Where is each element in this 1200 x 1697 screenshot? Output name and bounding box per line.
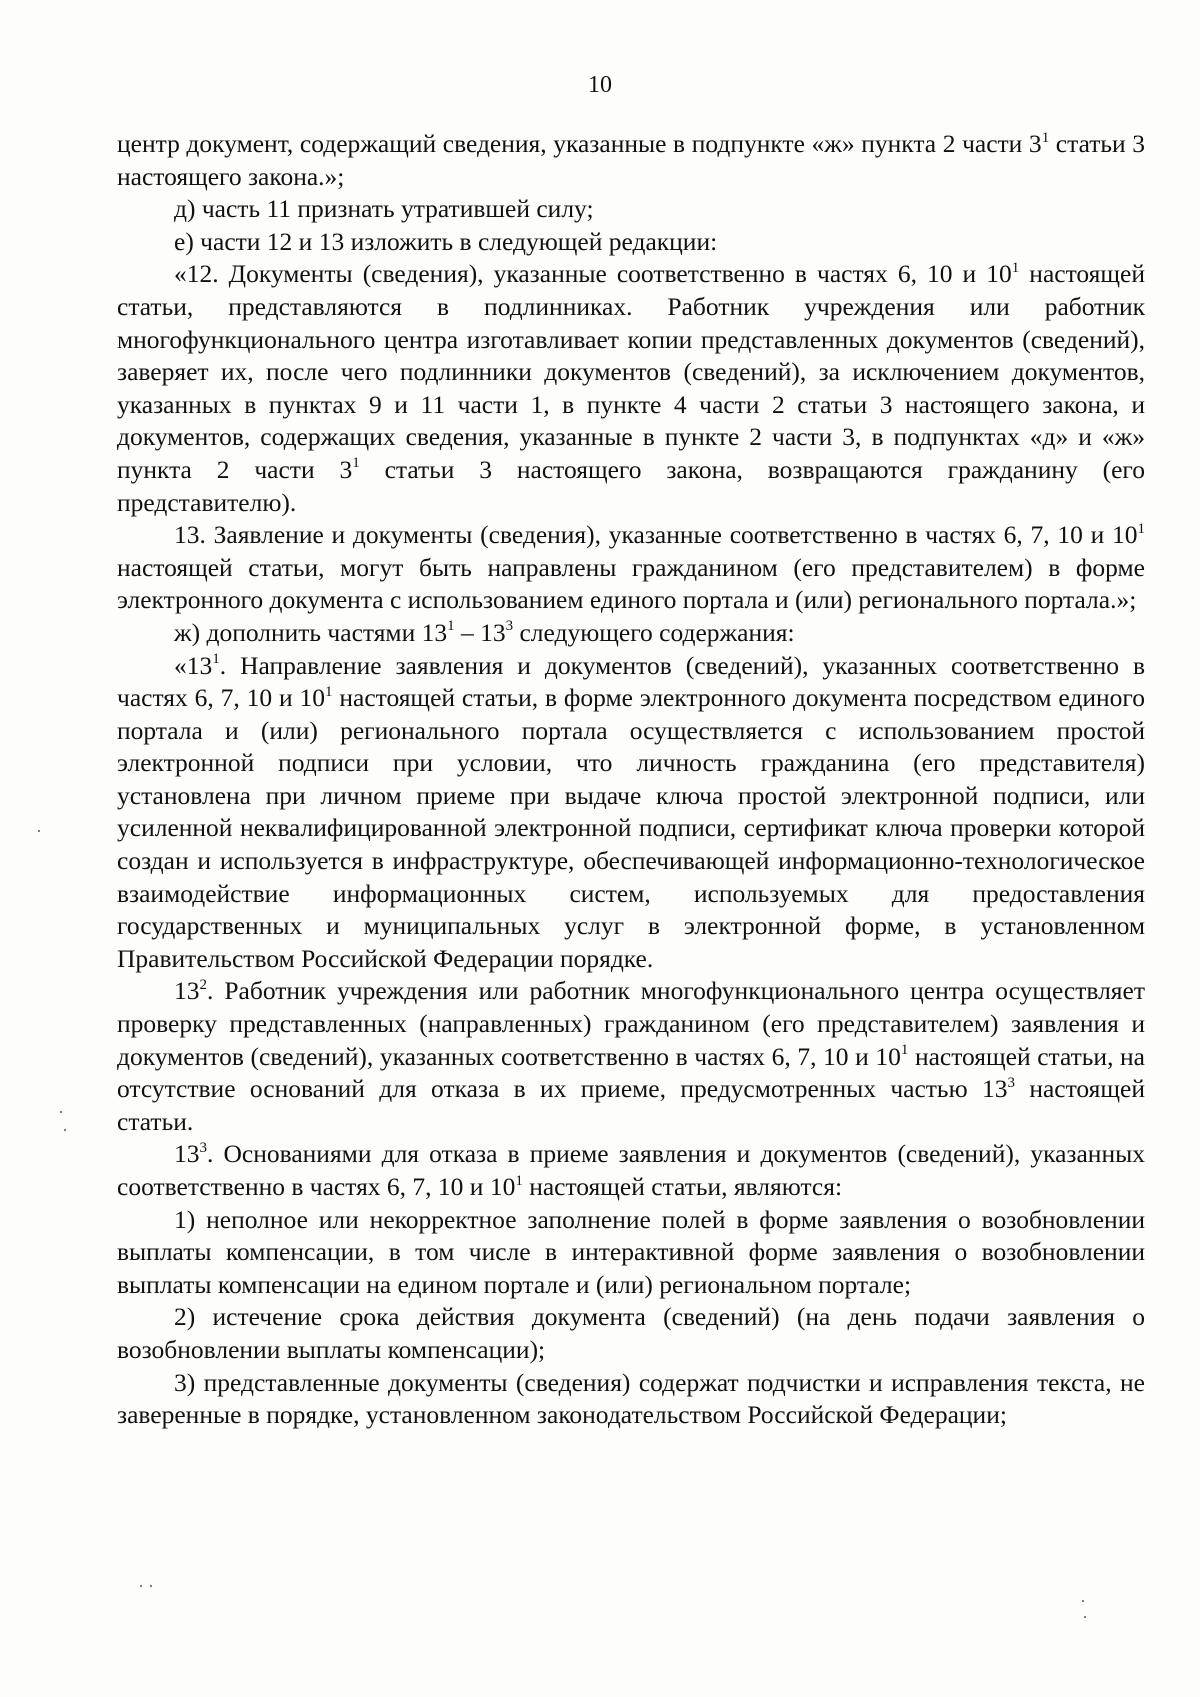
- paragraph: [117, 650, 1145, 976]
- paragraph: [117, 1301, 1145, 1366]
- superscript: 1: [352, 455, 360, 472]
- page-number: 10: [588, 72, 612, 98]
- text-run: статьи 3 настоящего закона.»;: [117, 129, 1146, 191]
- superscript: 1: [515, 1172, 523, 1189]
- text-run: «13: [174, 650, 213, 680]
- paragraph: [117, 226, 1145, 259]
- superscript: 3: [1007, 1074, 1015, 1091]
- superscript: 1: [324, 683, 333, 700]
- text-run: . Работник учреждения или работник многофункционального центра осуществляет проверку представленных (направленных) гражданином (его представителем) заявления и документов (сведений), указанных соответственно в частях 6, 7, 10 и 10: [117, 976, 1145, 1071]
- text-run: 13: [174, 976, 200, 1006]
- superscript: 1: [1011, 259, 1020, 276]
- paragraph: [117, 975, 1145, 1138]
- scan-speck: [38, 830, 40, 832]
- text-run: 2) истечение срока действия документа (сведений) (на день подачи заявления о возобновлении выплаты компенсации);: [117, 1302, 1145, 1364]
- text-run: настоящей статьи, на отсутствие оснований для отказа в их приеме, предусмотренных частью 13: [117, 1041, 1145, 1104]
- text-run: . Основаниями для отказа в приеме заявления и документов (сведений), указанных соответственно в частях 6, 7, 10 и 10: [117, 1139, 1145, 1201]
- text-run: 13. Заявление и документы (сведения), указанные соответственно в частях 6, 7, 10 и 10: [174, 520, 1138, 550]
- scan-speck: [64, 1129, 66, 1131]
- document-body: [117, 128, 1145, 1432]
- text-run: настоящей статьи.: [117, 1074, 1145, 1136]
- superscript: 1: [1137, 520, 1145, 537]
- text-run: 13: [174, 1139, 200, 1169]
- paragraph: [117, 128, 1145, 193]
- text-run: д) часть 11 признать утратившей силу;: [174, 194, 594, 224]
- superscript: 1: [1041, 129, 1050, 146]
- text-run: е) части 12 и 13 изложить в следующей редакции:: [174, 226, 718, 256]
- text-run: настоящей статьи, являются:: [522, 1172, 843, 1201]
- superscript: 3: [505, 618, 514, 635]
- text-run: ж) дополнить частями 13: [174, 617, 448, 647]
- text-run: 1) неполное или некорректное заполнение полей в форме заявления о возобновлении выплаты компенсации, в том числе в интерактивной форме заявления о возобновлении выплаты компенсации на едином портале и (или) региональном портале;: [117, 1204, 1145, 1299]
- scan-speck: [1084, 1616, 1086, 1618]
- scan-speck: [140, 1585, 142, 1587]
- superscript: 3: [199, 1139, 207, 1156]
- text-run: – 13: [454, 617, 506, 647]
- text-run: статьи 3 настоящего закона, возвращаются гражданину (его представителю).: [117, 454, 1145, 517]
- scan-speck: [1082, 1600, 1084, 1602]
- scan-speck: [150, 1585, 152, 1587]
- text-run: «12. Документы (сведения), указанные соответственно в частях 6, 10 и 10: [174, 259, 1012, 289]
- paragraph: [117, 617, 1145, 650]
- text-run: следующего содержания:: [513, 617, 795, 647]
- text-run: настоящей статьи, могут быть направлены гражданином (его представителем) в форме электронного документа с использованием единого портала и (или) регионального портала.»;: [117, 552, 1145, 615]
- paragraph: [117, 519, 1145, 617]
- paragraph: [117, 1367, 1145, 1432]
- paragraph: [117, 1138, 1145, 1203]
- paragraph: [117, 258, 1145, 519]
- superscript: 1: [212, 651, 220, 667]
- text-run: . Направление заявления и документов (сведений), указанных соответственно в частях 6, 7, 10 и 10: [117, 650, 1145, 713]
- superscript: 1: [447, 618, 455, 635]
- superscript: 2: [199, 976, 207, 993]
- text-run: настоящей статьи, представляются в подлинниках. Работник учреждения или работник многофункционального центра изготавливает копии представленных документов (сведений), заверяет их, после чего подлинники документов (сведений), за исключением документов, указанных в пунктах 9 и 11 части 1, в пункте 4 части 2 статьи 3 настоящего закона, и документов, содержащих сведения, указанные в пункте 2 части 3, в подпунктах «д» и «ж» пункта 2 части 3: [117, 259, 1145, 484]
- superscript: 1: [900, 1042, 909, 1059]
- paragraph: [117, 193, 1145, 226]
- scan-speck: [60, 1111, 62, 1113]
- text-run: настоящей статьи, в форме электронного документа посредством единого портала и (или) регионального портала осуществляется с использованием простой электронной подписи при условии, что личность гражданина (его представителя) установлена при личном приеме при выдаче ключа простой электронной подписи, или усиленной неквалифицированной электронной подписи, сертификат ключа проверки которой создан и используется в инфраструктуре, обеспечивающей информационно-технологическое взаимодействие информационных систем, используемых для предоставления государственных и муниципальных услуг в электронной форме, в установленном Правительством Российской Федерации порядке.: [117, 683, 1145, 973]
- paragraph: [117, 1204, 1145, 1302]
- text-run: 3) представленные документы (сведения) содержат подчистки и исправления текста, не заверенные в порядке, установленном законодательством Российской Федерации;: [117, 1367, 1145, 1430]
- text-run: центр документ, содержащий сведения, указанные в подпункте «ж» пункта 2 части 3: [117, 129, 1042, 158]
